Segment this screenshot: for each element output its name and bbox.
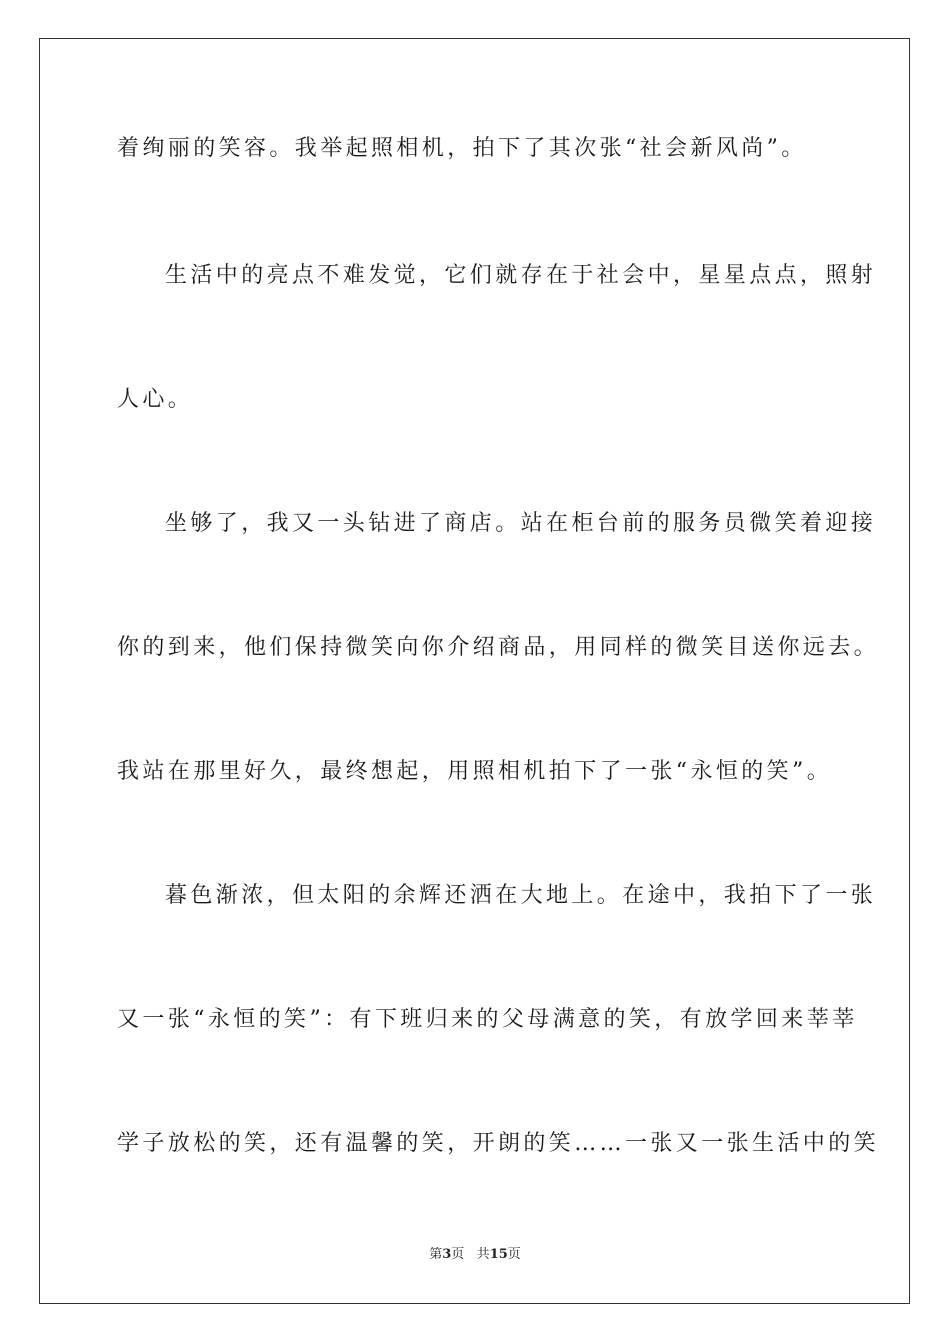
page-number: 3 <box>442 1247 452 1262</box>
page-suffix: 页 <box>451 1247 465 1262</box>
total-prefix: 共 <box>476 1247 490 1262</box>
paragraph-line: 又一张“永恒的笑”：有下班归来的父母满意的笑，有放学回来莘莘 <box>117 1007 858 1032</box>
paragraph-line: 我站在那里好久，最终想起，用照相机拍下了一张“永恒的笑”。 <box>117 759 833 784</box>
total-pages: 15 <box>489 1247 508 1262</box>
paragraph-line: 你的到来，他们保持微笑向你介绍商品，用同样的微笑目送你远去。 <box>117 635 880 660</box>
paragraph-line: 生活中的亮点不难发觉，它们就存在于社会中，星星点点，照射 <box>165 263 877 288</box>
page-footer <box>0 1246 950 1264</box>
page-border <box>39 38 910 1304</box>
paragraph-line: 暮色渐浓，但太阳的余辉还洒在大地上。在途中，我拍下了一张 <box>165 883 877 908</box>
total-suffix: 页 <box>507 1247 521 1262</box>
paragraph-line: 坐够了，我又一头钻进了商店。站在柜台前的服务员微笑着迎接 <box>165 511 877 536</box>
paragraph-line: 人心。 <box>117 387 194 412</box>
paragraph-line: 着绚丽的笑容。我举起照相机，拍下了其次张“社会新风尚”。 <box>117 136 807 161</box>
page-prefix: 第 <box>429 1247 443 1262</box>
paragraph-line: 学子放松的笑，还有温馨的笑，开朗的笑……一张又一张生活中的笑 <box>117 1131 880 1156</box>
